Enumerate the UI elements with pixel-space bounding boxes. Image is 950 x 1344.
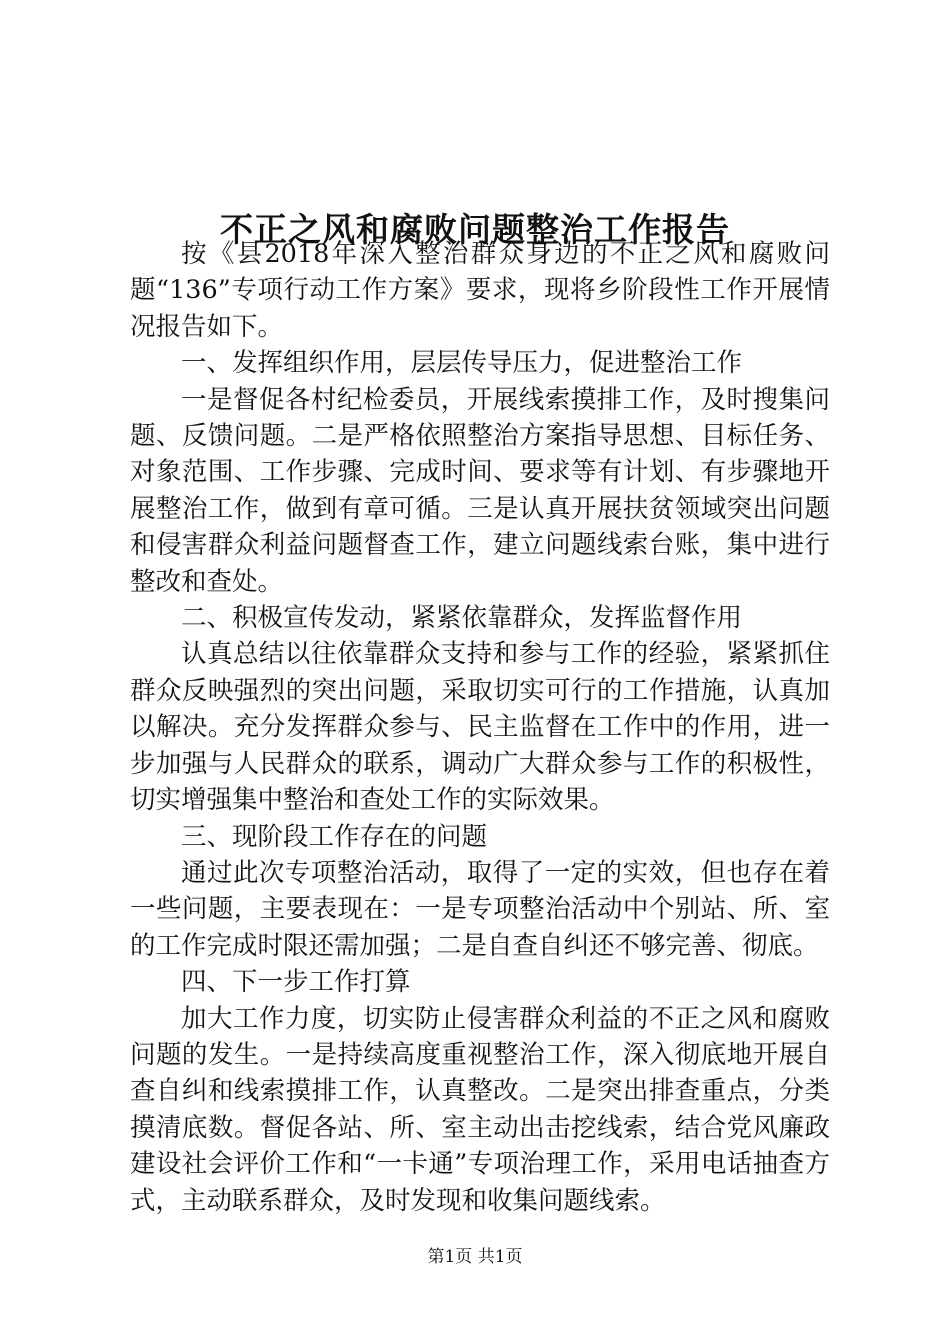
section-heading-3: 三、现阶段工作存在的问题 [181, 821, 488, 852]
section-paragraph-3: 通过此次专项整治活动，取得了一定的实效，但也存在着一些问题，主要表现在：一是专项整治活动中个别站、所、室的工作完成时限还需加强；二是自查自纠还不够完善、彻底。 [130, 857, 830, 961]
section-paragraph-4: 加大工作力度，切实防止侵害群众利益的不正之风和腐败问题的发生。一是持续高度重视整治工作，深入彻底地开展自查自纠和线索摸排工作，认真整改。二是突出排查重点，分类摸清底数。督促各站、所、室主动出击挖线索，结合党风廉政建设社会评价工作和“一卡通”专项治理工作，采用电话抽查方式，主动联系群众，及时发现和收集问题线索。 [130, 1003, 830, 1216]
section-heading-4: 四、下一步工作打算 [181, 967, 411, 998]
intro-paragraph: 按《县2018年深入整治群众身边的不正之风和腐败问题“136”专项行动工作方案》要求，现将乡阶段性工作开展情况报告如下。 [130, 239, 830, 342]
document-body [130, 236, 830, 1219]
document-title: 不正之风和腐败问题整治工作报告 [220, 210, 730, 250]
page-number-footer: 第1页 共1页 [427, 1247, 523, 1267]
section-paragraph-2: 认真总结以往依靠群众支持和参与工作的经验，紧紧抓住群众反映强烈的突出问题，采取切实可行的工作措施，认真加以解决。充分发挥群众参与、民主监督在工作中的作用，进一步加强与人民群众的联系，调动广大群众参与工作的积极性，切实增强集中整治和查处工作的实际效果。 [130, 639, 830, 816]
section-heading-1: 一、发挥组织作用，层层传导压力，促进整治工作 [181, 348, 743, 379]
section-paragraph-1: 一是督促各村纪检委员，开展线索摸排工作，及时搜集问题、反馈问题。二是严格依照整治方案指导思想、目标任务、对象范围、工作步骤、完成时间、要求等有计划、有步骤地开展整治工作，做到有章可循。三是认真开展扶贫领域突出问题和侵害群众利益问题督查工作，建立问题线索台账，集中进行整改和查处。 [130, 384, 830, 597]
section-heading-2: 二、积极宣传发动，紧紧依靠群众，发挥监督作用 [181, 603, 743, 634]
